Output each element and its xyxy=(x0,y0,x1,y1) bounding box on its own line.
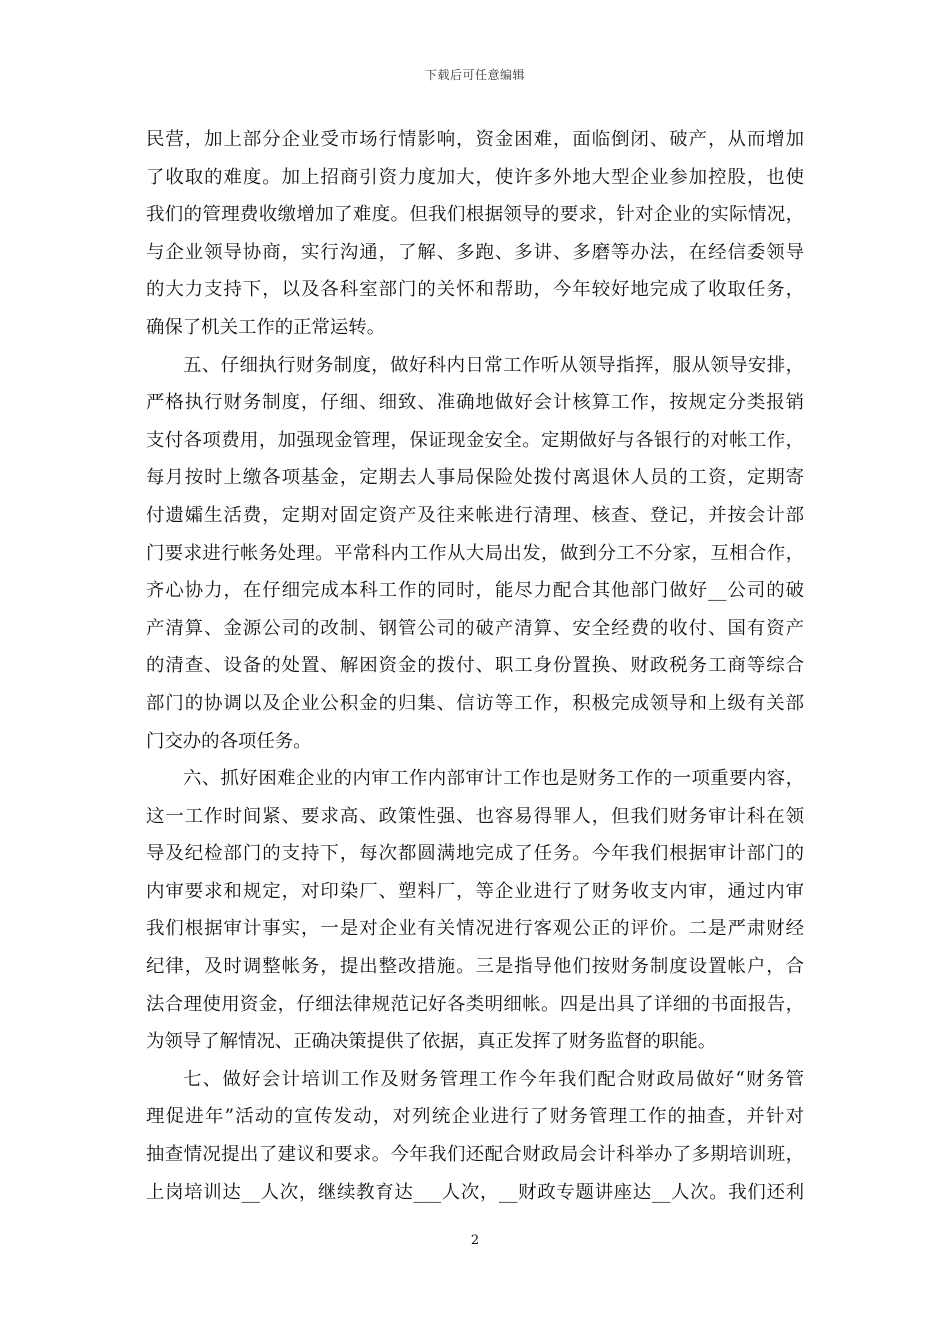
document-body xyxy=(146,121,804,1211)
text-line: 理促进年”活动的宣传发动，对列统企业进行了财务管理工作的抽查，并针对 xyxy=(146,1106,804,1128)
paragraph xyxy=(146,1061,804,1211)
text-line: 六、抓好困难企业的内审工作内部审计工作也是财务工作的一项重要内容， xyxy=(183,768,804,790)
text-line: 了收取的难度。加上招商引资力度加大，使许多外地大型企业参加控股，也使 xyxy=(146,166,804,188)
text-line: 部门的协调以及企业公积金的归集、信访等工作，积极完成领导和上级有关部 xyxy=(146,692,804,714)
text-line: 七、做好会计培训工作及财务管理工作今年我们配合财政局做好“财务管 xyxy=(183,1068,804,1090)
text-line: 每月按时上缴各项基金，定期去人事局保险处拨付离退休人员的工资，定期寄 xyxy=(146,467,804,489)
page-header: 下载后可任意编辑 xyxy=(424,68,525,82)
text-line: 与企业领导协商，实行沟通，了解、多跑、多讲、多磨等办法，在经信委领导 xyxy=(146,241,804,263)
text-line: 齐心协力，在仔细完成本科工作的同时，能尽力配合其他部门做好__公司的破 xyxy=(146,580,804,602)
text-line: 的清查、设备的处置、解困资金的拨付、职工身份置换、财政税务工商等综合 xyxy=(146,655,804,677)
text-line: 上岗培训达__人次，继续教育达___人次，__财政专题讲座达__人次。我们还利 xyxy=(146,1181,804,1203)
text-line: 我们根据审计事实，一是对企业有关情况进行客观公正的评价。二是严肃财经 xyxy=(146,918,804,940)
text-line: 抽查情况提出了建议和要求。今年我们还配合财政局会计科举办了多期培训班， xyxy=(146,1144,804,1166)
text-line: 纪律，及时调整帐务，提出整改措施。三是指导他们按财务制度设置帐户，合 xyxy=(146,956,804,978)
text-line: 法合理使用资金，仔细法律规范记好各类明细帐。四是出具了详细的书面报告， xyxy=(146,993,804,1015)
text-line: 民营，加上部分企业受市场行情影响，资金困难，面临倒闭、破产，从而增加 xyxy=(146,129,804,150)
text-line: 内审要求和规定，对印染厂、塑料厂，等企业进行了财务收支内审，通过内审 xyxy=(146,880,804,902)
paragraph xyxy=(146,347,804,761)
text-line: 门要求进行帐务处理。平常科内工作从大局出发，做到分工不分家，互相合作， xyxy=(146,542,804,564)
paragraph xyxy=(146,760,804,1061)
page-number: 2 xyxy=(470,1233,480,1248)
text-line: 五、仔细执行财务制度，做好科内日常工作听从领导指挥，服从领导安排， xyxy=(183,354,804,376)
text-line: 我们的管理费收缴增加了难度。但我们根据领导的要求，针对企业的实际情况， xyxy=(146,204,804,226)
text-line: 这一工作时间紧、要求高、政策性强、也容易得罪人，但我们财务审计科在领 xyxy=(146,805,804,827)
text-line: 导及纪检部门的支持下，每次都圆满地完成了任务。今年我们根据审计部门的 xyxy=(146,843,804,865)
paragraph xyxy=(146,121,804,347)
text-line: 确保了机关工作的正常运转。 xyxy=(146,316,386,338)
text-line: 的大力支持下，以及各科室部门的关怀和帮助，今年较好地完成了收取任务， xyxy=(146,279,804,301)
text-line: 为领导了解情况、正确决策提供了依据，真正发挥了财务监督的职能。 xyxy=(146,1031,717,1053)
text-line: 门交办的各项任务。 xyxy=(146,730,312,752)
text-line: 产清算、金源公司的改制、钢管公司的破产清算、安全经费的收付、国有资产 xyxy=(146,617,804,639)
text-line: 付遗孀生活费，定期对固定资产及往来帐进行清理、核查、登记，并按会计部 xyxy=(146,504,804,526)
text-line: 支付各项费用，加强现金管理，保证现金安全。定期做好与各银行的对帐工作， xyxy=(146,429,804,451)
text-line: 严格执行财务制度，仔细、细致、准确地做好会计核算工作，按规定分类报销 xyxy=(146,392,804,414)
